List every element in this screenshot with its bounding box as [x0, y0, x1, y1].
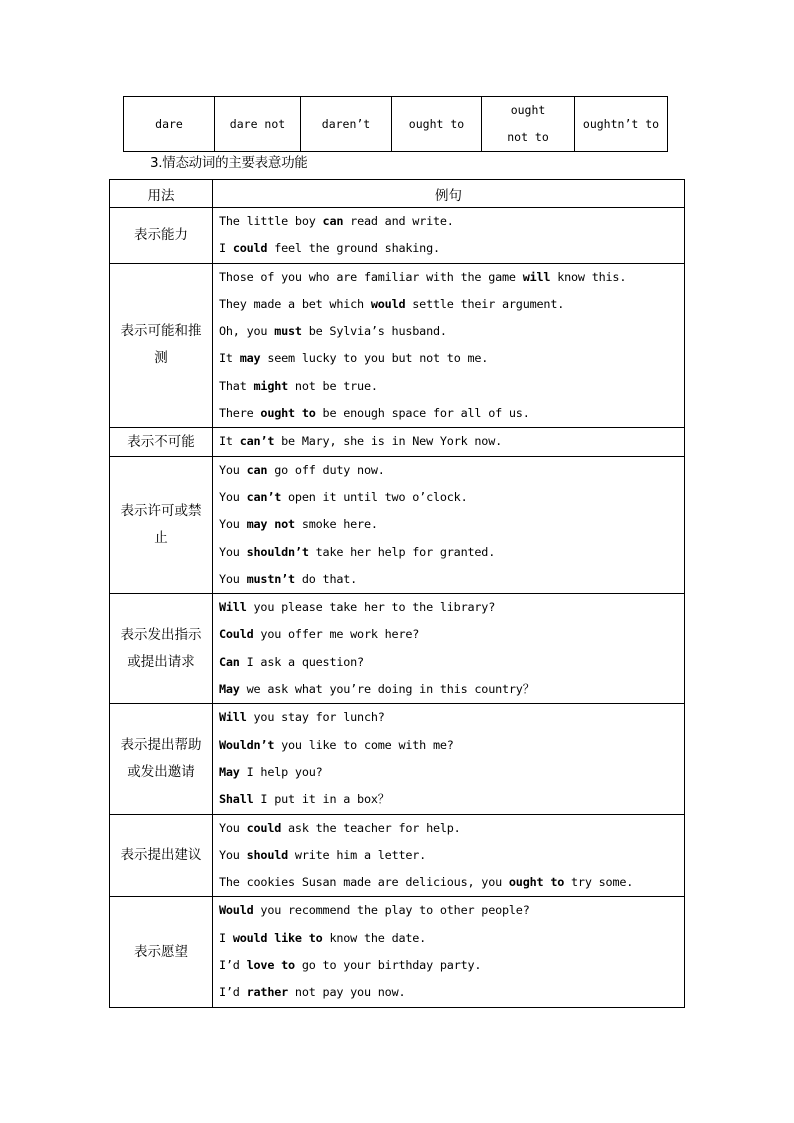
example-sentence	[219, 539, 678, 566]
sentence-text: Oh, you	[219, 324, 275, 339]
modal-verb: should	[246, 847, 289, 862]
example-sentence	[219, 952, 678, 979]
modal-verb: may not	[246, 517, 295, 532]
sentence-text: I	[219, 241, 233, 256]
sentence-text: Those of you who are familiar with the game	[219, 269, 523, 284]
modal-verb: rather	[246, 985, 289, 1000]
modal-verb: Will	[219, 600, 247, 615]
sentence-text: You	[219, 847, 247, 862]
example-sentence	[219, 621, 678, 648]
sentence-text: be Sylvia’s husband.	[301, 324, 447, 339]
usage-header: 用法	[110, 180, 213, 208]
sentence-text: They made a bet which	[219, 296, 371, 311]
usage-cell: 表示提出建议	[110, 814, 213, 897]
modal-verb: ought to	[260, 406, 316, 421]
modal-verb: must	[274, 324, 302, 339]
sentence-text: be Mary, she is in New York now.	[274, 434, 503, 449]
form-cell: daren’t	[301, 97, 392, 152]
sentence-text: The little boy	[219, 214, 323, 228]
modal-verb: love to	[246, 958, 295, 973]
usage-cell: 表示可能和推测	[110, 263, 213, 428]
example-sentence	[219, 925, 678, 952]
examples-cell	[213, 814, 685, 897]
example-sentence	[219, 979, 678, 1006]
sentence-text: not be true.	[288, 378, 378, 393]
examples-cell	[213, 263, 685, 428]
example-sentence	[219, 264, 678, 291]
sentence-text: open it until two o’clock.	[281, 489, 468, 504]
example-sentence	[219, 457, 678, 484]
sentence-text: you stay for lunch?	[246, 710, 385, 725]
sentence-text: take her help for granted.	[308, 544, 496, 559]
examples-cell	[213, 897, 685, 1007]
modal-verb: might	[253, 378, 289, 393]
modal-verb: would	[370, 296, 406, 311]
sentence-text: ask the teacher for help.	[281, 820, 461, 835]
modal-verb: ought to	[508, 875, 565, 890]
sentence-text: You	[219, 820, 247, 835]
sentence-text: be enough space for all of us.	[315, 406, 530, 421]
examples-header: 例句	[213, 180, 685, 208]
example-sentence	[219, 732, 678, 759]
sentence-text: seem lucky to you but not to me.	[260, 351, 489, 366]
usage-cell: 表示不可能	[110, 428, 213, 456]
examples-cell	[213, 208, 685, 264]
usage-cell: 表示能力	[110, 208, 213, 264]
examples-cell	[213, 456, 685, 593]
sentence-text: know this.	[550, 269, 627, 284]
function-row	[110, 814, 685, 897]
sentence-text: I’d	[219, 985, 247, 1000]
modal-verb: May	[219, 764, 240, 779]
modal-verb: Will	[219, 710, 247, 725]
example-sentence	[219, 511, 678, 538]
form-cell: ought to	[392, 97, 482, 152]
sentence-text: That	[219, 378, 254, 393]
example-sentence	[219, 566, 678, 593]
function-row	[110, 456, 685, 593]
example-sentence	[219, 842, 678, 869]
modal-verb: Wouldn’t	[219, 737, 275, 752]
sentence-text: You	[219, 571, 247, 586]
example-sentence	[219, 428, 678, 455]
modal-verb: Shall	[219, 792, 254, 807]
sentence-text: You	[219, 462, 247, 477]
examples-cell	[213, 594, 685, 704]
example-sentence	[219, 649, 678, 676]
example-sentence	[219, 235, 678, 262]
example-sentence	[219, 400, 678, 427]
modal-verb: mustn’t	[246, 571, 295, 586]
example-sentence	[219, 786, 678, 813]
examples-cell	[213, 704, 685, 814]
example-sentence	[219, 676, 678, 703]
example-sentence	[219, 869, 678, 896]
sentence-text: do that.	[294, 571, 358, 586]
sentence-text: I help you?	[239, 764, 323, 779]
sentence-text: go to your birthday party.	[294, 958, 482, 973]
function-row	[110, 208, 685, 264]
sentence-text: try some.	[564, 875, 634, 890]
form-cell: dare	[124, 97, 215, 152]
example-sentence	[219, 291, 678, 318]
modal-verb: will	[522, 269, 551, 284]
sentence-text: read and write.	[343, 214, 454, 228]
usage-cell: 表示愿望	[110, 897, 213, 1007]
modal-verb: can’t	[246, 489, 282, 504]
modal-verb: can’t	[239, 434, 275, 449]
modal-verb: Would	[219, 903, 254, 918]
sentence-text: you please take her to the library?	[246, 600, 496, 615]
modal-verb: could	[246, 820, 282, 835]
sentence-text: The cookies Susan made are delicious, you	[219, 875, 509, 890]
sentence-text: You	[219, 544, 247, 559]
modal-verb: shouldn’t	[246, 544, 309, 559]
form-cell: dare not	[215, 97, 301, 152]
sentence-text: not pay you now.	[288, 985, 406, 1000]
sentence-text: There	[219, 406, 261, 421]
sentence-text: you recommend the play to other people?	[253, 903, 530, 918]
sentence-text: I put it in a box？	[253, 792, 390, 807]
example-sentence	[219, 759, 678, 786]
sentence-text: know the date.	[322, 930, 427, 945]
example-sentence	[219, 318, 678, 345]
section-heading: 3.情态动词的主要表意功能	[150, 155, 308, 171]
modal-verb: can	[322, 214, 344, 228]
usage-cell: 表示许可或禁止	[110, 456, 213, 593]
function-row	[110, 897, 685, 1007]
sentence-text: You	[219, 489, 247, 504]
header-row	[110, 180, 685, 208]
sentence-text: I’d	[219, 958, 247, 973]
example-sentence	[219, 594, 678, 621]
example-sentence	[219, 208, 678, 235]
example-sentence	[219, 373, 678, 400]
sentence-text: I ask a question?	[239, 654, 364, 669]
example-sentence	[219, 345, 678, 372]
modal-verb: Can	[219, 654, 240, 669]
function-row	[110, 704, 685, 814]
example-sentence	[219, 815, 678, 842]
sentence-text: go off duty now.	[267, 462, 385, 477]
sentence-text: It	[219, 351, 240, 366]
sentence-text: you like to come with me?	[274, 737, 454, 752]
modal-verb: would like to	[232, 930, 323, 945]
modal-verb: may	[239, 351, 261, 366]
examples-cell	[213, 428, 685, 456]
sentence-text: settle their argument.	[405, 296, 565, 311]
example-sentence	[219, 484, 678, 511]
usage-cell: 表示提出帮助或发出邀请	[110, 704, 213, 814]
modal-verb: can	[246, 462, 268, 477]
modal-forms-row	[124, 97, 668, 152]
modal-functions-table	[109, 179, 685, 1008]
example-sentence	[219, 704, 678, 731]
form-cell: oughtn’t to	[575, 97, 668, 152]
sentence-text: smoke here.	[294, 517, 378, 532]
sentence-text: write him a letter.	[288, 847, 427, 862]
usage-cell: 表示发出指示或提出请求	[110, 594, 213, 704]
modal-verb: Could	[219, 627, 254, 642]
sentence-text: you offer me work here?	[253, 627, 420, 642]
modal-verb: May	[219, 682, 240, 697]
function-row	[110, 263, 685, 428]
form-cell: ought not to	[482, 97, 575, 152]
sentence-text: It	[219, 434, 240, 449]
modal-verb: could	[232, 241, 268, 256]
function-row	[110, 594, 685, 704]
function-row	[110, 428, 685, 456]
sentence-text: I	[219, 930, 233, 945]
example-sentence	[219, 897, 678, 924]
sentence-text: You	[219, 517, 247, 532]
sentence-text: we ask what you’re doing in this country？	[239, 682, 535, 697]
sentence-text: feel the ground shaking.	[267, 241, 440, 256]
modal-forms-table	[123, 96, 668, 152]
